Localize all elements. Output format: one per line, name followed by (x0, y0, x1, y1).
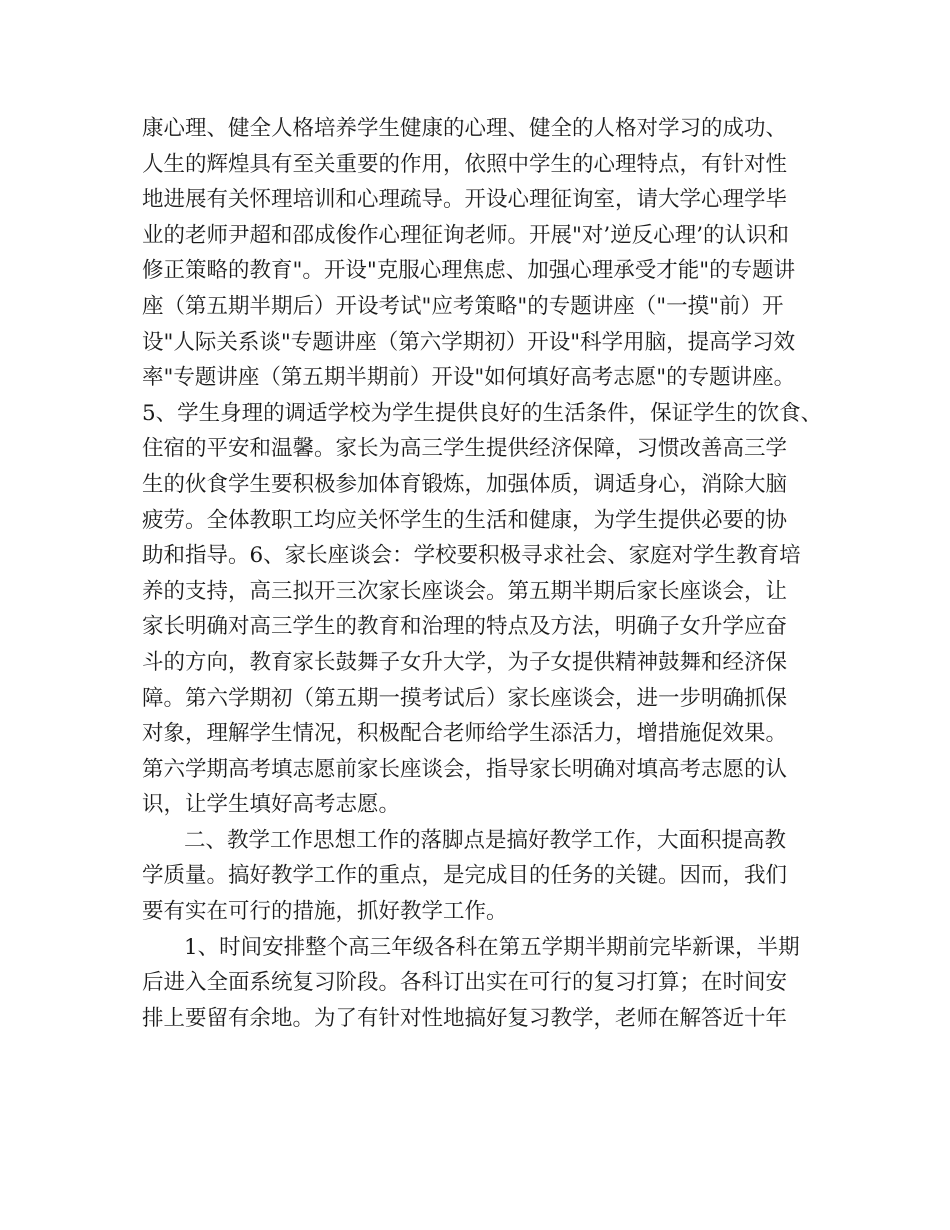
text-line: 康心理、健全人格培养学生健康的心理、健全的人格对学习的成功、 (142, 116, 788, 141)
text-line: 障。第六学期初（第五期一摸考试后）家长座谈会，进一步明确抓保 (142, 685, 788, 711)
text-line: 学质量。搞好教学工作的重点，是完成目的任务的关键。因而，我们 (142, 863, 788, 889)
text-line: 斗的方向，教育家长鼓舞子女升大学，为子女提供精神鼓舞和经济保 (142, 649, 788, 675)
text-line: 第六学期高考填志愿前家长座谈会，指导家长明确对填高考志愿的认 (142, 756, 788, 782)
text-line: 业的老师尹超和邵成俊作心理征询老师。开展"对’逆反心理’的认识和 (142, 222, 790, 248)
text-line: 生的伙食学生要积极参加体育锻炼，加强体质，调适身心，消除大脑 (142, 471, 788, 497)
text-line: 率"专题讲座（第五期半期前）开设"如何填好高考志愿"的专题讲座。 (142, 365, 796, 391)
text-line: 家长明确对高三学生的教育和治理的特点及方法，明确子女升学应奋 (142, 614, 788, 640)
text-line: 修正策略的教育"。开设"克服心理焦虑、加强心理承受才能"的专题讲 (142, 258, 796, 284)
text-line: 养的支持，高三拟开三次家长座谈会。第五期半期后家长座谈会，让 (142, 578, 788, 604)
text-line: 人生的辉煌具有至关重要的作用，依照中学生的心理特点，有针对性 (142, 151, 788, 177)
text-line: 5、学生身理的调适学校为学生提供良好的生活条件，保证学生的饮食、 (142, 400, 823, 426)
text-line: 识，让学生填好高考志愿。 (142, 792, 401, 818)
text-line: 要有实在可行的措施，抓好教学工作。 (142, 899, 508, 925)
body-text (142, 111, 822, 1036)
text-line: 设"人际关系谈"专题讲座（第六学期初）开设"科学用脑，提高学习效 (142, 329, 796, 355)
text-line: 地进展有关怀理培训和心理疏导。开设心理征询室，请大学心理学毕 (142, 187, 788, 213)
paragraph-start-line: 二、教学工作思想工作的落脚点是搞好教学工作，大面积提高教 (184, 827, 787, 853)
paragraph-start-line: 1、时间安排整个高三年级各科在第五学期半期前完毕新课，半期 (184, 934, 800, 960)
text-line: 助和指导。6、家长座谈会：学校要积极寻求社会、家庭对学生教育培 (142, 543, 801, 569)
text-line: 住宿的平安和温馨。家长为高三学生提供经济保障，习惯改善高三学 (142, 436, 788, 462)
text-line: 对象，理解学生情况，积极配合老师给学生添活力，增措施促效果。 (142, 721, 788, 747)
text-line: 排上要留有余地。为了有针对性地搞好复习教学，老师在解答近十年 (142, 1005, 788, 1031)
text-line: 疲劳。全体教职工均应关怀学生的生活和健康，为学生提供必要的协 (142, 507, 788, 533)
text-line: 后进入全面系统复习阶段。各科订出实在可行的复习打算；在时间安 (142, 970, 788, 996)
text-line: 座（第五期半期后）开设考试"应考策略"的专题讲座（"一摸"前）开 (142, 293, 784, 319)
